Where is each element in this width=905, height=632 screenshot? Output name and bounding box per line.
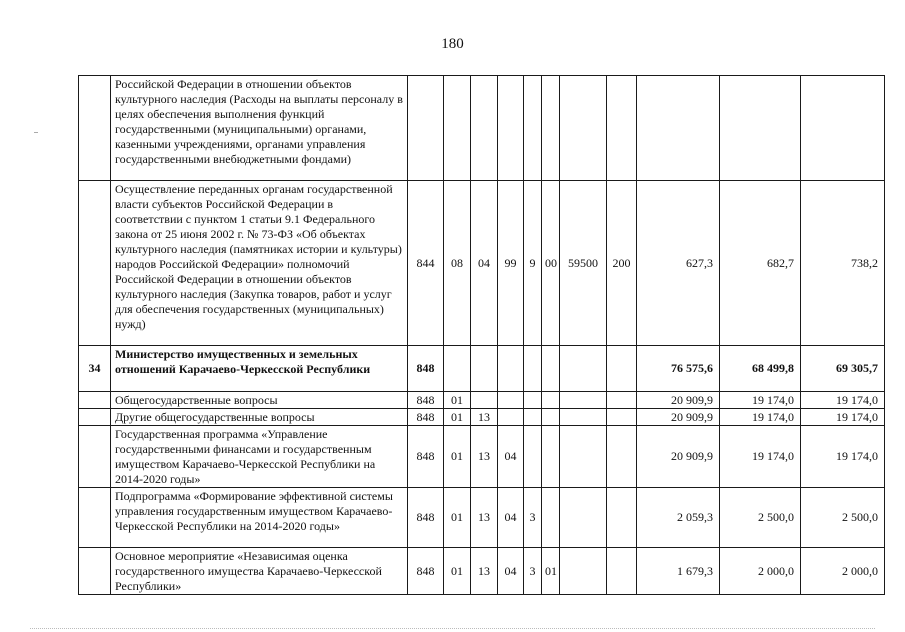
code-cell: 3 [524,548,542,595]
code-cell: 848 [408,548,444,595]
code-cell: 04 [498,548,524,595]
amount-cell [637,76,720,181]
code-cell [542,76,560,181]
row-name-cell: Министерство имущественных и земельных отношений Карачаево-Черкесской Республики [111,346,408,392]
page-number: 180 [441,36,464,52]
amount-cell: 2 000,0 [720,548,801,595]
code-cell: 01 [444,488,471,548]
code-cell [524,426,542,488]
amount-cell: 76 575,6 [637,346,720,392]
row-name-cell: Осуществление переданных органам государственной власти субъектов Российской Федерации в соответствии с пунктом 1 статьи 9.1 Федерального закона от 25 июня 2002 г. № 73-ФЗ «Об объектах культурного наследия (памятниках истории и культуры) народов Российской Федерации» полномочий Российской Федерации в отношении объектов культурного наследия (Закупка товаров, работ и услуг для обеспечения государственных (муниципальных) нужд) [111,181,408,346]
row-name-cell: Общегосударственные вопросы [111,392,408,409]
table-row [79,76,885,181]
code-cell [542,392,560,409]
code-cell [498,392,524,409]
amount-cell: 20 909,9 [637,426,720,488]
amount-cell: 19 174,0 [801,409,885,426]
code-cell [471,392,498,409]
code-cell [542,488,560,548]
code-cell: 01 [444,548,471,595]
row-name-cell: Российской Федерации в отношении объектов культурного наследия (Расходы на выплаты персоналу в целях обеспечения выполнения функций государственными (муниципальными) органами, казенными учреждениями, органами управления государственными внебюджетными фондами) [111,76,408,181]
code-cell [607,426,637,488]
row-number-cell [79,392,111,409]
code-cell [542,346,560,392]
row-number-cell [79,76,111,181]
code-cell [444,76,471,181]
code-cell [607,548,637,595]
amount-cell: 738,2 [801,181,885,346]
code-cell [471,76,498,181]
amount-cell: 2 500,0 [720,488,801,548]
scan-edge-line [30,628,875,629]
code-cell [524,76,542,181]
row-number-cell: 34 [79,346,111,392]
code-cell [607,76,637,181]
code-cell: 08 [444,181,471,346]
row-number-cell [79,488,111,548]
code-cell: 01 [444,392,471,409]
row-number-cell [79,426,111,488]
code-cell: 00 [542,181,560,346]
row-number-cell [79,409,111,426]
amount-cell: 627,3 [637,181,720,346]
code-cell [560,409,607,426]
table-row [79,346,885,392]
amount-cell: 2 059,3 [637,488,720,548]
code-cell: 04 [498,426,524,488]
row-name-cell: Другие общегосударственные вопросы [111,409,408,426]
table-row [79,426,885,488]
code-cell: 200 [607,181,637,346]
amount-cell: 2 000,0 [801,548,885,595]
code-cell: 844 [408,181,444,346]
code-cell [498,346,524,392]
amount-cell: 69 305,7 [801,346,885,392]
code-cell: 9 [524,181,542,346]
amount-cell: 19 174,0 [720,426,801,488]
table-row [79,181,885,346]
code-cell [498,409,524,426]
amount-cell: 20 909,9 [637,409,720,426]
amount-cell [720,76,801,181]
code-cell [471,346,498,392]
amount-cell: 19 174,0 [801,392,885,409]
code-cell: 01 [444,409,471,426]
table-row [79,548,885,595]
code-cell: 848 [408,426,444,488]
row-name-cell: Подпрограмма «Формирование эффективной системы управления государственным имуществом Карачаево-Черкесской Республики на 2014-2020 годы» [111,488,408,548]
table-row [79,392,885,409]
code-cell [560,426,607,488]
code-cell [607,346,637,392]
code-cell: 01 [444,426,471,488]
table-row [79,488,885,548]
code-cell: 01 [542,548,560,595]
amount-cell: 682,7 [720,181,801,346]
code-cell [560,548,607,595]
code-cell [542,409,560,426]
row-number-cell [79,548,111,595]
code-cell: 13 [471,426,498,488]
code-cell [607,409,637,426]
row-name-cell: Основное мероприятие «Независимая оценка государственного имущества Карачаево-Черкесской Республики» [111,548,408,595]
code-cell: 3 [524,488,542,548]
code-cell: 13 [471,488,498,548]
table-row [79,409,885,426]
code-cell: 13 [471,548,498,595]
code-cell [524,346,542,392]
code-cell: 848 [408,346,444,392]
code-cell [408,76,444,181]
code-cell [560,346,607,392]
row-name-cell: Государственная программа «Управление государственными финансами и государственным имуществом Карачаево-Черкесской Республики на 2014-2020 годы» [111,426,408,488]
code-cell: 04 [498,488,524,548]
code-cell [560,488,607,548]
amount-cell: 68 499,8 [720,346,801,392]
code-cell: 04 [471,181,498,346]
amount-cell: 2 500,0 [801,488,885,548]
code-cell [560,392,607,409]
code-cell [524,392,542,409]
code-cell: 99 [498,181,524,346]
code-cell: 848 [408,392,444,409]
code-cell [444,346,471,392]
code-cell [542,426,560,488]
row-number-cell [79,181,111,346]
code-cell: 848 [408,488,444,548]
code-cell [607,392,637,409]
code-cell: 13 [471,409,498,426]
amount-cell: 1 679,3 [637,548,720,595]
budget-table [78,75,885,595]
code-cell [498,76,524,181]
code-cell [607,488,637,548]
code-cell [524,409,542,426]
table-body [79,76,885,595]
margin-mark [34,132,38,133]
code-cell [560,76,607,181]
amount-cell: 19 174,0 [720,392,801,409]
amount-cell: 20 909,9 [637,392,720,409]
code-cell: 59500 [560,181,607,346]
amount-cell [801,76,885,181]
code-cell: 848 [408,409,444,426]
amount-cell: 19 174,0 [720,409,801,426]
amount-cell: 19 174,0 [801,426,885,488]
